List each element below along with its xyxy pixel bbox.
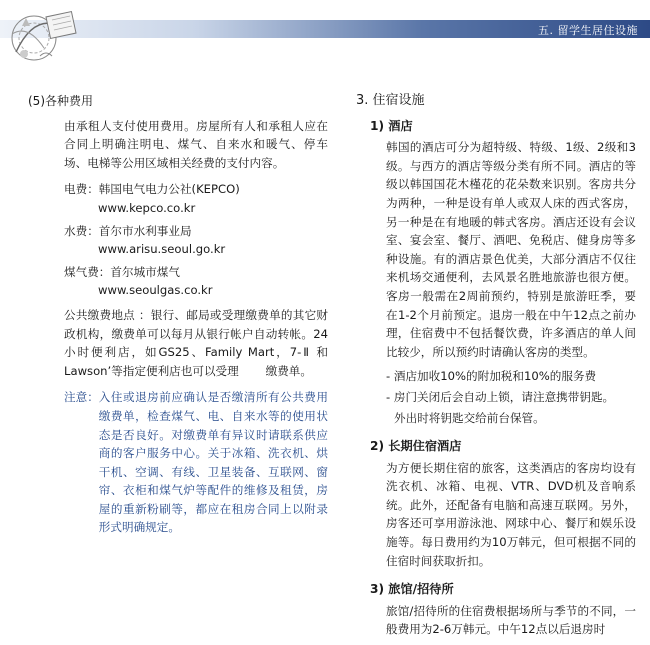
- gas-fee-entry: [64, 263, 328, 300]
- hotel-heading: 1) 酒店: [370, 118, 413, 133]
- fees-subheading: (5)各种费用: [28, 94, 93, 108]
- left-column: [28, 92, 328, 537]
- right-column: [356, 92, 636, 645]
- water-fee-org: 首尔市水利事业局: [98, 223, 192, 238]
- electric-fee-url: www.kepco.co.kr: [98, 200, 196, 215]
- long-stay-heading: 2) 长期住宿酒店: [370, 439, 462, 454]
- long-stay-paragraph: 为方便长期住宿的旅客，这类酒店的客房均设有洗衣机、冰箱、电视、VTR、DVD机及音响系统。此外，还配备有电脑和高速互联网。另外，房客还可享用游泳池、网球中心、餐厅和娱乐设施等。每日费用约为10万韩元，但可根据不同的住宿时间获取折扣。: [386, 460, 636, 568]
- gas-fee-org: 首尔城市煤气: [110, 264, 180, 279]
- electric-fee-label: 电费：: [64, 182, 99, 197]
- inn-heading: 3) 旅馆/招待所: [370, 582, 454, 597]
- accommodation-section-heading: 3. 住宿设施: [356, 93, 425, 108]
- chapter-title: 五. 留学生居住设施: [538, 24, 638, 37]
- electric-fee-org: 韩国电气电力公社(KEPCO): [98, 182, 240, 197]
- inn-paragraph: 旅馆/招待所的住宿费根据场所与季节的不同，一般费用为2-6万韩元。中午12点以后退房时: [386, 603, 636, 637]
- note-block: [64, 388, 328, 537]
- note-label: 注意：: [64, 390, 99, 405]
- electric-fee-entry: [64, 180, 328, 217]
- payment-place-paragraph: 公共缴费地点 ：银行、邮局或受理缴费单的其它财政机构，缴费单可以每月从银行帐户自动转帐。24小时便利店，如GS25、Family Mart，7-Ⅱ 和 Lawson’等指定便利店也可以受理 缴费单。: [64, 307, 328, 378]
- hotel-bullet-tax: - 酒店加收10%的附加税和10%的服务费: [386, 369, 597, 384]
- note-text: 入住或退房前应确认是否缴清所有公共费用缴费单，检查煤气、电、自来水等的使用状态是否良好。对缴费单有异议时请联系供应商的客户服务中心。关于冰箱、洗衣机、烘干机、空调、有线、卫星装备、互联网、窗帘、衣柜和煤气炉等配件的维修及租赁，房屋的重新粉刷等，都应在租房合同上以附录形式明确规定。: [98, 390, 328, 535]
- gas-fee-label: 煤气费：: [64, 264, 111, 279]
- hotel-paragraph: 韩国的酒店可分为超特级、特级、1级、2级和3级。与西方的酒店等级分类有所不同。酒店的等级以韩国国花木槿花的花朵数来识别。客房共分为两种，一种是设有单人或双人床的西式客房，另一种是在有地暖的韩式客房。酒店还设有会议室、宴会室、餐厅、酒吧、免税店、健身房等多种设施。有的酒店景色优美，大部分酒店不仅往来机场交通便利，去风景名胜地旅游也很方便。客房一般需在2周前预约，特别是旅游旺季，要在1-2个月前预定。退房一般在中午12点之前办理，住宿费中不包括餐饮费，许多酒店的单人间比较少，所以预约时请确认客房的类型。: [386, 140, 636, 359]
- water-fee-url: www.arisu.seoul.go.kr: [98, 242, 226, 257]
- fees-intro-paragraph: 由承租人支付使用费用。房屋所有人和承租人应在合同上明确注明电、煤气、自来水和暖气、停车场、电梯等公用区域相关经费的支付内容。: [64, 118, 328, 170]
- decorative-ornament-icon: [4, 4, 86, 66]
- hotel-bullet-key-continued: 外出时将钥匙交给前台保管。: [394, 410, 545, 425]
- hotel-bullet-key: - 房门关闭后会自动上锁，请注意携带钥匙。: [386, 389, 615, 404]
- gas-fee-url: www.seoulgas.co.kr: [98, 283, 213, 298]
- water-fee-entry: [64, 222, 328, 259]
- water-fee-label: 水费：: [64, 223, 99, 238]
